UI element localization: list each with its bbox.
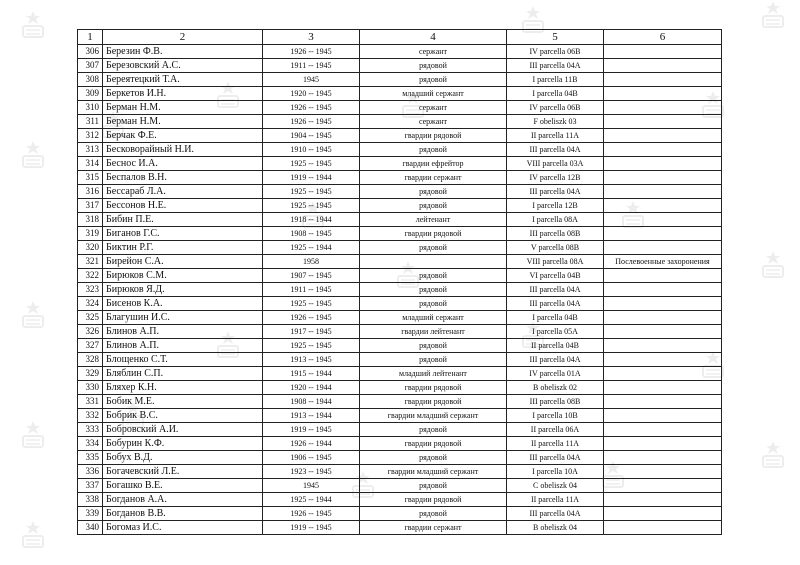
row-number-cell: 307 xyxy=(78,59,103,73)
burial-location-cell: II parcella 04B xyxy=(507,339,604,353)
column-header: 3 xyxy=(263,30,360,45)
row-number-cell: 337 xyxy=(78,479,103,493)
years-cell: 1920 -- 1944 xyxy=(263,381,360,395)
note-cell: Послевоенные захоронения xyxy=(604,255,722,269)
table-row xyxy=(78,297,722,311)
burial-location-cell: I parcella 10B xyxy=(507,409,604,423)
years-cell: 1925 -- 1945 xyxy=(263,339,360,353)
note-cell xyxy=(604,437,722,451)
name-cell: Бирюков Я.Д. xyxy=(103,283,263,297)
rank-cell: рядовой xyxy=(360,479,507,493)
note-cell xyxy=(604,507,722,521)
burial-location-cell: I parcella 12B xyxy=(507,199,604,213)
table-row xyxy=(78,353,722,367)
burial-location-cell: II parcella 11A xyxy=(507,129,604,143)
name-cell: Бессонов Н.Е. xyxy=(103,199,263,213)
row-number-cell: 312 xyxy=(78,129,103,143)
note-cell xyxy=(604,353,722,367)
burial-location-cell: B obeliszk 02 xyxy=(507,381,604,395)
burial-location-cell: I parcella 05A xyxy=(507,325,604,339)
years-cell: 1925 -- 1945 xyxy=(263,297,360,311)
name-cell: Богачевский Л.Е. xyxy=(103,465,263,479)
burial-location-cell: IV parcella 12B xyxy=(507,171,604,185)
note-cell xyxy=(604,521,722,535)
row-number-cell: 321 xyxy=(78,255,103,269)
note-cell xyxy=(604,157,722,171)
note-cell xyxy=(604,367,722,381)
rank-cell: рядовой xyxy=(360,283,507,297)
note-cell xyxy=(604,59,722,73)
name-cell: Бобурин К.Ф. xyxy=(103,437,263,451)
rank-cell: рядовой xyxy=(360,297,507,311)
years-cell: 1945 xyxy=(263,73,360,87)
rank-cell: младший лейтенант xyxy=(360,367,507,381)
row-number-cell: 331 xyxy=(78,395,103,409)
note-cell xyxy=(604,73,722,87)
memorial-stamp-icon xyxy=(20,300,46,330)
row-number-cell: 316 xyxy=(78,185,103,199)
note-cell xyxy=(604,269,722,283)
rank-cell: гвардии рядовой xyxy=(360,437,507,451)
table-row xyxy=(78,115,722,129)
burial-location-cell: VIII parcella 08A xyxy=(507,255,604,269)
table-row xyxy=(78,493,722,507)
burial-location-cell: III parcella 04A xyxy=(507,507,604,521)
table-row xyxy=(78,437,722,451)
row-number-cell: 335 xyxy=(78,451,103,465)
row-number-cell: 320 xyxy=(78,241,103,255)
row-number-cell: 326 xyxy=(78,325,103,339)
row-number-cell: 314 xyxy=(78,157,103,171)
years-cell: 1917 -- 1945 xyxy=(263,325,360,339)
rank-cell: младший сержант xyxy=(360,87,507,101)
table-row xyxy=(78,241,722,255)
years-cell: 1908 -- 1944 xyxy=(263,395,360,409)
years-cell: 1919 -- 1945 xyxy=(263,521,360,535)
note-cell xyxy=(604,493,722,507)
burial-location-cell: III parcella 04A xyxy=(507,297,604,311)
row-number-cell: 309 xyxy=(78,87,103,101)
note-cell xyxy=(604,479,722,493)
note-cell xyxy=(604,451,722,465)
name-cell: Биктин Р.Г. xyxy=(103,241,263,255)
note-cell xyxy=(604,227,722,241)
rank-cell: рядовой xyxy=(360,339,507,353)
name-cell: Бобровский А.И. xyxy=(103,423,263,437)
row-number-cell: 318 xyxy=(78,213,103,227)
name-cell: Бобик М.Е. xyxy=(103,395,263,409)
row-number-cell: 306 xyxy=(78,45,103,59)
note-cell xyxy=(604,213,722,227)
table-row xyxy=(78,143,722,157)
note-cell xyxy=(604,241,722,255)
note-cell xyxy=(604,45,722,59)
note-cell xyxy=(604,185,722,199)
table-row xyxy=(78,45,722,59)
table-row xyxy=(78,59,722,73)
name-cell: Беснос И.А. xyxy=(103,157,263,171)
row-number-cell: 313 xyxy=(78,143,103,157)
rank-cell: рядовой xyxy=(360,353,507,367)
years-cell: 1925 -- 1944 xyxy=(263,241,360,255)
memorial-stamp-icon xyxy=(760,0,786,30)
burial-location-cell: IV parcella 06B xyxy=(507,45,604,59)
note-cell xyxy=(604,115,722,129)
table-row xyxy=(78,395,722,409)
note-cell xyxy=(604,101,722,115)
burial-location-cell: IV parcella 06B xyxy=(507,101,604,115)
burial-location-cell: III parcella 04A xyxy=(507,185,604,199)
name-cell: Блинов А.П. xyxy=(103,325,263,339)
name-cell: Берман Н.М. xyxy=(103,101,263,115)
rank-cell: сержант xyxy=(360,101,507,115)
row-number-cell: 336 xyxy=(78,465,103,479)
note-cell xyxy=(604,283,722,297)
memorial-stamp-icon xyxy=(20,420,46,450)
years-cell: 1910 -- 1945 xyxy=(263,143,360,157)
years-cell: 1958 xyxy=(263,255,360,269)
rank-cell: гвардии рядовой xyxy=(360,227,507,241)
years-cell: 1925 -- 1945 xyxy=(263,199,360,213)
rank-cell: сержант xyxy=(360,45,507,59)
name-cell: Бирюков С.М. xyxy=(103,269,263,283)
name-cell: Березин Ф.В. xyxy=(103,45,263,59)
row-number-cell: 322 xyxy=(78,269,103,283)
row-number-cell: 325 xyxy=(78,311,103,325)
burial-register-table xyxy=(77,29,722,535)
row-number-cell: 340 xyxy=(78,521,103,535)
row-number-cell: 323 xyxy=(78,283,103,297)
note-cell xyxy=(604,311,722,325)
note-cell xyxy=(604,171,722,185)
burial-location-cell: I parcella 11B xyxy=(507,73,604,87)
years-cell: 1919 -- 1944 xyxy=(263,171,360,185)
name-cell: Бобрик В.С. xyxy=(103,409,263,423)
rank-cell: рядовой xyxy=(360,269,507,283)
burial-location-cell: III parcella 04A xyxy=(507,143,604,157)
rank-cell: гвардии рядовой xyxy=(360,395,507,409)
row-number-cell: 315 xyxy=(78,171,103,185)
years-cell: 1926 -- 1944 xyxy=(263,437,360,451)
note-cell xyxy=(604,409,722,423)
burial-location-cell: B obeliszk 04 xyxy=(507,521,604,535)
table-row xyxy=(78,521,722,535)
rank-cell: лейтенант xyxy=(360,213,507,227)
row-number-cell: 317 xyxy=(78,199,103,213)
note-cell xyxy=(604,297,722,311)
row-number-cell: 333 xyxy=(78,423,103,437)
table-body xyxy=(78,30,722,535)
column-header: 2 xyxy=(103,30,263,45)
memorial-stamp-icon xyxy=(20,520,46,550)
burial-location-cell: II parcella 06A xyxy=(507,423,604,437)
name-cell: Березовский А.С. xyxy=(103,59,263,73)
row-number-cell: 327 xyxy=(78,339,103,353)
rank-cell: гвардии рядовой xyxy=(360,129,507,143)
burial-location-cell: III parcella 08B xyxy=(507,227,604,241)
years-cell: 1915 -- 1944 xyxy=(263,367,360,381)
rank-cell: гвардии младший сержант xyxy=(360,465,507,479)
years-cell: 1904 -- 1945 xyxy=(263,129,360,143)
burial-location-cell: III parcella 08B xyxy=(507,395,604,409)
header-row xyxy=(78,30,722,45)
memorial-stamp-icon xyxy=(20,140,46,170)
rank-cell: рядовой xyxy=(360,241,507,255)
row-number-cell: 334 xyxy=(78,437,103,451)
table-row xyxy=(78,479,722,493)
table-row xyxy=(78,73,722,87)
row-number-cell: 338 xyxy=(78,493,103,507)
years-cell: 1925 -- 1944 xyxy=(263,493,360,507)
note-cell xyxy=(604,325,722,339)
table-row xyxy=(78,157,722,171)
rank-cell: рядовой xyxy=(360,451,507,465)
rank-cell: рядовой xyxy=(360,73,507,87)
row-number-cell: 332 xyxy=(78,409,103,423)
row-number-cell: 308 xyxy=(78,73,103,87)
table-row xyxy=(78,255,722,269)
rank-cell: рядовой xyxy=(360,199,507,213)
name-cell: Благушин И.С. xyxy=(103,311,263,325)
table-row xyxy=(78,367,722,381)
table-row xyxy=(78,171,722,185)
burial-location-cell: III parcella 04A xyxy=(507,283,604,297)
note-cell xyxy=(604,129,722,143)
table-row xyxy=(78,227,722,241)
name-cell: Берчак Ф.Е. xyxy=(103,129,263,143)
row-number-cell: 339 xyxy=(78,507,103,521)
rank-cell: гвардии сержант xyxy=(360,521,507,535)
years-cell: 1926 -- 1945 xyxy=(263,311,360,325)
name-cell: Бляхер К.Н. xyxy=(103,381,263,395)
burial-location-cell: I parcella 04B xyxy=(507,87,604,101)
name-cell: Блинов А.П. xyxy=(103,339,263,353)
rank-cell: рядовой xyxy=(360,423,507,437)
column-header: 5 xyxy=(507,30,604,45)
rank-cell: гвардии сержант xyxy=(360,171,507,185)
table-row xyxy=(78,507,722,521)
name-cell: Бирейон С.А. xyxy=(103,255,263,269)
years-cell: 1923 -- 1945 xyxy=(263,465,360,479)
name-cell: Бесковорайный Н.И. xyxy=(103,143,263,157)
name-cell: Богомаз И.С. xyxy=(103,521,263,535)
note-cell xyxy=(604,143,722,157)
rank-cell: гвардии лейтенант xyxy=(360,325,507,339)
rank-cell: рядовой xyxy=(360,507,507,521)
name-cell: Блощенко С.Т. xyxy=(103,353,263,367)
rank-cell: гвардии младший сержант xyxy=(360,409,507,423)
years-cell: 1906 -- 1945 xyxy=(263,451,360,465)
years-cell: 1926 -- 1945 xyxy=(263,101,360,115)
burial-location-cell: III parcella 04A xyxy=(507,353,604,367)
burial-location-cell: I parcella 08A xyxy=(507,213,604,227)
years-cell: 1926 -- 1945 xyxy=(263,115,360,129)
table-row xyxy=(78,269,722,283)
years-cell: 1907 -- 1945 xyxy=(263,269,360,283)
table-row xyxy=(78,339,722,353)
years-cell: 1945 xyxy=(263,479,360,493)
note-cell xyxy=(604,381,722,395)
name-cell: Берман Н.М. xyxy=(103,115,263,129)
burial-location-cell: I parcella 04B xyxy=(507,311,604,325)
name-cell: Бессараб Л.А. xyxy=(103,185,263,199)
table-row xyxy=(78,213,722,227)
years-cell: 1908 -- 1945 xyxy=(263,227,360,241)
note-cell xyxy=(604,87,722,101)
burial-location-cell: V parcella 08B xyxy=(507,241,604,255)
table-row xyxy=(78,381,722,395)
row-number-cell: 329 xyxy=(78,367,103,381)
years-cell: 1913 -- 1945 xyxy=(263,353,360,367)
years-cell: 1925 -- 1945 xyxy=(263,185,360,199)
memorial-stamp-icon xyxy=(760,250,786,280)
column-header: 1 xyxy=(78,30,103,45)
years-cell: 1926 -- 1945 xyxy=(263,45,360,59)
name-cell: Бибин П.Е. xyxy=(103,213,263,227)
rank-cell: гвардии рядовой xyxy=(360,381,507,395)
years-cell: 1920 -- 1945 xyxy=(263,87,360,101)
rank-cell: рядовой xyxy=(360,185,507,199)
name-cell: Беркетов И.Н. xyxy=(103,87,263,101)
name-cell: Биганов Г.С. xyxy=(103,227,263,241)
name-cell: Богданов В.В. xyxy=(103,507,263,521)
burial-location-cell: II parcella 11A xyxy=(507,437,604,451)
row-number-cell: 319 xyxy=(78,227,103,241)
burial-location-cell: F obeliszk 03 xyxy=(507,115,604,129)
years-cell: 1926 -- 1945 xyxy=(263,507,360,521)
memorial-stamp-icon xyxy=(760,440,786,470)
table-row xyxy=(78,87,722,101)
column-header: 4 xyxy=(360,30,507,45)
rank-cell: рядовой xyxy=(360,143,507,157)
rank-cell xyxy=(360,255,507,269)
years-cell: 1919 -- 1945 xyxy=(263,423,360,437)
table-row xyxy=(78,423,722,437)
table-row xyxy=(78,409,722,423)
burial-location-cell: IV parcella 01A xyxy=(507,367,604,381)
name-cell: Береятецкий Т.А. xyxy=(103,73,263,87)
rank-cell: гвардии рядовой xyxy=(360,493,507,507)
table-row xyxy=(78,465,722,479)
name-cell: Богданов А.А. xyxy=(103,493,263,507)
rank-cell: рядовой xyxy=(360,59,507,73)
years-cell: 1913 -- 1944 xyxy=(263,409,360,423)
table-row xyxy=(78,325,722,339)
burial-location-cell: I parcella 10A xyxy=(507,465,604,479)
table-row xyxy=(78,129,722,143)
note-cell xyxy=(604,423,722,437)
name-cell: Бобух В.Д. xyxy=(103,451,263,465)
row-number-cell: 311 xyxy=(78,115,103,129)
note-cell xyxy=(604,395,722,409)
table-row xyxy=(78,283,722,297)
burial-location-cell: III parcella 04A xyxy=(507,59,604,73)
name-cell: Бисенов К.А. xyxy=(103,297,263,311)
years-cell: 1918 -- 1944 xyxy=(263,213,360,227)
row-number-cell: 330 xyxy=(78,381,103,395)
rank-cell: гвардии ефрейтор xyxy=(360,157,507,171)
burial-location-cell: III parcella 04A xyxy=(507,451,604,465)
name-cell: Бляблин С.П. xyxy=(103,367,263,381)
row-number-cell: 328 xyxy=(78,353,103,367)
row-number-cell: 310 xyxy=(78,101,103,115)
years-cell: 1925 -- 1945 xyxy=(263,157,360,171)
rank-cell: сержант xyxy=(360,115,507,129)
table-row xyxy=(78,199,722,213)
name-cell: Богашко В.Е. xyxy=(103,479,263,493)
years-cell: 1911 -- 1945 xyxy=(263,283,360,297)
column-header: 6 xyxy=(604,30,722,45)
row-number-cell: 324 xyxy=(78,297,103,311)
rank-cell: младший сержант xyxy=(360,311,507,325)
memorial-stamp-icon xyxy=(20,10,46,40)
table-row xyxy=(78,101,722,115)
burial-location-cell: VI parcella 04B xyxy=(507,269,604,283)
name-cell: Беспалов В.Н. xyxy=(103,171,263,185)
burial-location-cell: II parcella 11A xyxy=(507,493,604,507)
table-row xyxy=(78,185,722,199)
table-row xyxy=(78,311,722,325)
burial-location-cell: C obeliszk 04 xyxy=(507,479,604,493)
years-cell: 1911 -- 1945 xyxy=(263,59,360,73)
note-cell xyxy=(604,199,722,213)
note-cell xyxy=(604,465,722,479)
burial-location-cell: VIII parcella 03A xyxy=(507,157,604,171)
note-cell xyxy=(604,339,722,353)
table-row xyxy=(78,451,722,465)
